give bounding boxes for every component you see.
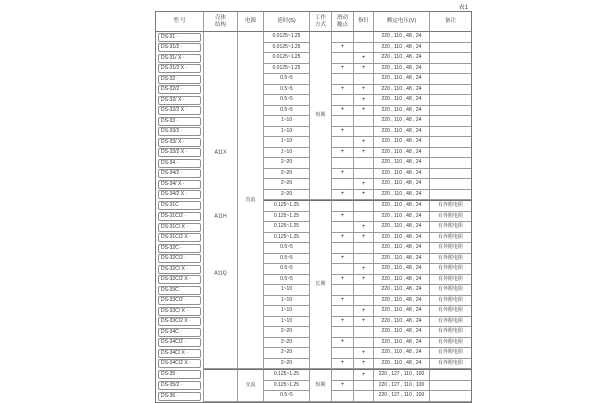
pointer-cell: + <box>354 233 374 244</box>
voltage-cell: 220 , 110 , 48 , 24 <box>374 243 430 254</box>
model-cell <box>156 359 204 370</box>
header-shell-structure: 壳体 结构 <box>204 12 238 32</box>
sliding-contact-cell <box>332 243 354 254</box>
model-label: DS-31C/2 X · <box>158 233 201 242</box>
delay-cell: 0.0125~1.25 <box>264 43 310 54</box>
model-label: DS-32C/2 · <box>158 254 201 263</box>
delay-cell: 2~20 <box>264 359 310 370</box>
delay-cell: 2~20 <box>264 348 310 359</box>
remark-cell <box>430 64 471 75</box>
sliding-contact-cell: + <box>332 359 354 370</box>
pointer-cell: + <box>354 106 374 117</box>
sliding-contact-cell: + <box>332 233 354 244</box>
sliding-contact-cell: + <box>332 275 354 286</box>
delay-cell: 0.5~5 <box>264 391 310 402</box>
sliding-contact-cell <box>332 32 354 43</box>
model-cell <box>156 222 204 233</box>
model-label: DS-34/ X · <box>158 180 201 189</box>
model-cell <box>156 179 204 190</box>
remark-cell <box>430 169 471 180</box>
delay-cell: 0.5~5 <box>264 106 310 117</box>
delay-cell: 0.125~1.25 <box>264 369 310 381</box>
shell-structure-label: A11H <box>214 213 227 220</box>
model-cell <box>156 95 204 106</box>
header-power: 电源 <box>238 12 264 32</box>
sliding-contact-cell: + <box>332 317 354 328</box>
sliding-contact-cell: + <box>332 169 354 180</box>
model-cell <box>156 275 204 286</box>
delay-cell: 1~10 <box>264 127 310 138</box>
voltage-cell: 220 , 110 , 48 , 24 <box>374 148 430 159</box>
sliding-contact-cell <box>332 116 354 127</box>
table-caption: 表1 <box>458 5 468 11</box>
model-cell <box>156 233 204 244</box>
model-cell <box>156 32 204 43</box>
table-row <box>156 32 471 43</box>
remark-cell <box>430 116 471 127</box>
sliding-contact-cell: + <box>332 254 354 265</box>
voltage-cell: 220 , 110 , 48 , 24 <box>374 254 430 265</box>
sliding-contact-cell: + <box>332 106 354 117</box>
model-label: DS-34/2 X · <box>158 190 201 199</box>
model-label: DS-33C/2 X · <box>158 317 201 326</box>
sliding-contact-cell <box>332 285 354 296</box>
delay-cell: 1~10 <box>264 296 310 307</box>
sliding-contact-cell: + <box>332 85 354 96</box>
model-cell <box>156 85 204 96</box>
voltage-cell: 220 , 110 , 48 , 24 <box>374 43 430 54</box>
model-cell <box>156 158 204 169</box>
voltage-cell: 220 , 110 , 48 , 24 <box>374 137 430 148</box>
model-label: DS-36 · <box>158 392 201 401</box>
delay-cell: 2~20 <box>264 190 310 201</box>
voltage-cell: 220 , 110 , 48 , 24 <box>374 222 430 233</box>
voltage-cell: 220 , 110 , 48 , 24 <box>374 306 430 317</box>
header-remark: 备注 <box>430 12 471 32</box>
pointer-cell: + <box>354 306 374 317</box>
model-cell <box>156 106 204 117</box>
pointer-cell <box>354 338 374 349</box>
model-label: DS-31/2 · <box>158 43 201 52</box>
model-label: DS-34/2 · <box>158 169 201 178</box>
voltage-cell: 220 , 110 , 48 , 24 <box>374 275 430 286</box>
remark-cell <box>430 137 471 148</box>
model-cell <box>156 212 204 223</box>
pointer-cell: + <box>354 359 374 370</box>
remark-cell: 有外附电阻 <box>430 327 471 338</box>
pointer-cell: + <box>354 137 374 148</box>
table-row <box>156 369 471 381</box>
model-label: DS-35/2 · <box>158 381 201 390</box>
model-cell <box>156 348 204 359</box>
header-pointer: 指针 <box>354 12 374 32</box>
model-cell <box>156 137 204 148</box>
remark-cell <box>430 74 471 85</box>
model-cell <box>156 296 204 307</box>
model-label: DS-35 · <box>158 370 201 379</box>
remark-cell: 有外附电阻 <box>430 285 471 296</box>
sliding-contact-cell: + <box>332 127 354 138</box>
delay-cell: 1~10 <box>264 317 310 328</box>
voltage-cell: 220 , 110 , 48 , 24 <box>374 106 430 117</box>
pointer-cell <box>354 169 374 180</box>
model-cell <box>156 327 204 338</box>
voltage-cell: 220 , 110 , 48 , 24 <box>374 179 430 190</box>
delay-cell: 2~20 <box>264 158 310 169</box>
pointer-cell <box>354 285 374 296</box>
voltage-cell: 220 , 127 , 110 , 100 <box>374 369 430 381</box>
pointer-cell: + <box>354 148 374 159</box>
sliding-contact-cell: + <box>332 148 354 159</box>
header-row <box>156 12 471 32</box>
remark-cell: 有外附电阻 <box>430 212 471 223</box>
remark-cell <box>430 85 471 96</box>
voltage-cell: 220 , 110 , 48 , 24 <box>374 64 430 75</box>
voltage-cell: 220 , 110 , 48 , 24 <box>374 317 430 328</box>
voltage-cell: 220 , 110 , 48 , 24 <box>374 85 430 96</box>
delay-cell: 0.125~1.25 <box>264 233 310 244</box>
pointer-cell: + <box>354 53 374 64</box>
sliding-contact-cell <box>332 348 354 359</box>
sliding-contact-cell <box>332 200 354 212</box>
voltage-cell: 220 , 110 , 48 , 24 <box>374 348 430 359</box>
model-cell <box>156 43 204 54</box>
remark-cell <box>430 53 471 64</box>
pointer-cell <box>354 32 374 43</box>
remark-cell: 有外附电阻 <box>430 317 471 328</box>
delay-cell: 0.5~5 <box>264 74 310 85</box>
delay-cell: 2~20 <box>264 179 310 190</box>
delay-cell: 0.5~5 <box>264 275 310 286</box>
pointer-cell <box>354 43 374 54</box>
sliding-contact-cell <box>332 53 354 64</box>
voltage-cell: 220 , 110 , 48 , 24 <box>374 338 430 349</box>
remark-cell <box>430 95 471 106</box>
remark-cell: 有外附电阻 <box>430 306 471 317</box>
sliding-contact-cell: + <box>332 212 354 223</box>
pointer-cell <box>354 200 374 212</box>
voltage-cell: 220 , 127 , 110 , 100 <box>374 381 430 392</box>
model-label: DS-32/2 X · <box>158 106 201 115</box>
model-cell <box>156 74 204 85</box>
delay-cell: 1~10 <box>264 148 310 159</box>
voltage-cell: 220 , 110 , 48 , 24 <box>374 233 430 244</box>
voltage-cell: 220 , 110 , 48 , 24 <box>374 158 430 169</box>
sliding-contact-cell <box>332 369 354 381</box>
shell-structure-empty-cell <box>204 369 238 402</box>
remark-cell: 有外附电阻 <box>430 254 471 265</box>
model-label: DS-31C · <box>158 201 201 210</box>
model-cell <box>156 190 204 201</box>
sliding-contact-cell: + <box>332 381 354 392</box>
delay-cell: 1~10 <box>264 306 310 317</box>
work-mode-cell: 短期 <box>310 32 332 200</box>
sliding-contact-cell <box>332 74 354 85</box>
pointer-cell: + <box>354 85 374 96</box>
pointer-cell <box>354 116 374 127</box>
pointer-cell <box>354 127 374 138</box>
header-model: 型 号 <box>156 12 204 32</box>
delay-cell: 0.5~5 <box>264 95 310 106</box>
voltage-cell: 220 , 110 , 48 , 24 <box>374 116 430 127</box>
voltage-cell: 220 , 110 , 48 , 24 <box>374 200 430 212</box>
pointer-cell <box>354 296 374 307</box>
pointer-cell <box>354 243 374 254</box>
pointer-cell: + <box>354 190 374 201</box>
model-label: DS-33C/2 · <box>158 296 201 305</box>
shell-structure-label: A11X <box>214 149 227 156</box>
model-label: DS-32/2 · <box>158 85 201 94</box>
sliding-contact-cell <box>332 306 354 317</box>
pointer-cell <box>354 74 374 85</box>
remark-cell <box>430 148 471 159</box>
shell-structure-group-cell <box>204 32 238 369</box>
model-label: DS-32C/ X · <box>158 265 201 274</box>
model-cell <box>156 148 204 159</box>
pointer-cell: + <box>354 64 374 75</box>
remark-cell <box>430 127 471 138</box>
header-delay: 延时(S) <box>264 12 310 32</box>
model-label: DS-31 · <box>158 33 201 42</box>
model-cell <box>156 381 204 392</box>
sliding-contact-cell: + <box>332 338 354 349</box>
delay-cell: 1~10 <box>264 116 310 127</box>
model-label: DS-32/ X · <box>158 96 201 105</box>
sliding-contact-cell <box>332 264 354 275</box>
model-cell <box>156 264 204 275</box>
voltage-cell: 220 , 110 , 48 , 24 <box>374 285 430 296</box>
model-cell <box>156 254 204 265</box>
spec-table <box>155 11 472 403</box>
delay-cell: 0.5~5 <box>264 85 310 96</box>
pointer-cell: + <box>354 179 374 190</box>
pointer-cell: + <box>354 317 374 328</box>
model-label: DS-33/2 X · <box>158 148 201 157</box>
pointer-cell <box>354 254 374 265</box>
delay-cell: 1~10 <box>264 137 310 148</box>
remark-cell <box>430 158 471 169</box>
sliding-contact-cell <box>332 158 354 169</box>
model-cell <box>156 243 204 254</box>
table-body <box>156 32 471 402</box>
remark-cell: 有外附电阻 <box>430 296 471 307</box>
remark-cell: 有外附电阻 <box>430 338 471 349</box>
model-label: DS-32C · <box>158 244 201 253</box>
voltage-cell: 220 , 110 , 48 , 24 <box>374 127 430 138</box>
remark-cell <box>430 369 471 381</box>
remark-cell: 有外附电阻 <box>430 359 471 370</box>
model-cell <box>156 53 204 64</box>
voltage-cell: 220 , 127 , 110 , 100 <box>374 391 430 402</box>
model-label: DS-32 · <box>158 75 201 84</box>
remark-cell <box>430 381 471 392</box>
remark-cell: 有外附电阻 <box>430 222 471 233</box>
sliding-contact-cell <box>332 327 354 338</box>
remark-cell: 有外附电阻 <box>430 233 471 244</box>
model-cell <box>156 306 204 317</box>
model-cell <box>156 200 204 212</box>
model-label: DS-33 · <box>158 117 201 126</box>
model-label: DS-31/2 X · <box>158 64 201 73</box>
delay-cell: 1~10 <box>264 285 310 296</box>
voltage-cell: 220 , 110 , 48 , 24 <box>374 190 430 201</box>
delay-cell: 0.5~5 <box>264 254 310 265</box>
model-label: DS-33/ X · <box>158 138 201 147</box>
delay-cell: 0.125~1.25 <box>264 381 310 392</box>
voltage-cell: 220 , 110 , 48 , 24 <box>374 32 430 43</box>
sliding-contact-cell <box>332 222 354 233</box>
model-label: DS-31C/ X · <box>158 223 201 232</box>
model-label: DS-34 · <box>158 159 201 168</box>
model-label: DS-33C/ X · <box>158 307 201 316</box>
pointer-cell <box>354 212 374 223</box>
remark-cell: 有外附电阻 <box>430 348 471 359</box>
model-cell <box>156 169 204 180</box>
voltage-cell: 220 , 110 , 48 , 24 <box>374 264 430 275</box>
sliding-contact-cell: + <box>332 64 354 75</box>
remark-cell: 有外附电阻 <box>430 243 471 254</box>
sliding-contact-cell: + <box>332 190 354 201</box>
power-dc-cell: 直流 <box>238 32 264 369</box>
header-sliding-contact: 滑动 触点 <box>332 12 354 32</box>
sliding-contact-cell: + <box>332 296 354 307</box>
pointer-cell: + <box>354 348 374 359</box>
model-label: DS-31/ X · <box>158 54 201 63</box>
remark-cell <box>430 32 471 43</box>
pointer-cell: + <box>354 95 374 106</box>
voltage-cell: 220 , 110 , 48 , 24 <box>374 169 430 180</box>
delay-cell: 0.5~5 <box>264 243 310 254</box>
sliding-contact-cell <box>332 95 354 106</box>
delay-cell: 2~20 <box>264 169 310 180</box>
voltage-cell: 220 , 110 , 48 , 24 <box>374 53 430 64</box>
sliding-contact-cell <box>332 179 354 190</box>
model-cell <box>156 317 204 328</box>
delay-cell: 2~20 <box>264 327 310 338</box>
pointer-cell: + <box>354 275 374 286</box>
pointer-cell: + <box>354 264 374 275</box>
model-label: DS-34C/2 X · <box>158 359 201 368</box>
sliding-contact-cell <box>332 137 354 148</box>
pointer-cell: + <box>354 222 374 233</box>
model-label: DS-32C/2 X · <box>158 275 201 284</box>
remark-cell <box>430 43 471 54</box>
model-cell <box>156 338 204 349</box>
pointer-cell <box>354 327 374 338</box>
delay-cell: 0.0125~1.25 <box>264 64 310 75</box>
remark-cell: 有外附电阻 <box>430 264 471 275</box>
power-ac-cell: 交流 <box>238 369 264 402</box>
pointer-cell <box>354 381 374 392</box>
model-cell <box>156 127 204 138</box>
model-label: DS-34C/ X · <box>158 349 201 358</box>
voltage-cell: 220 , 110 , 48 , 24 <box>374 95 430 106</box>
voltage-cell: 220 , 110 , 48 , 24 <box>374 327 430 338</box>
table-header <box>156 12 471 32</box>
remark-cell: 有外附电阻 <box>430 200 471 212</box>
remark-cell: 有外附电阻 <box>430 275 471 286</box>
remark-cell <box>430 190 471 201</box>
voltage-cell: 220 , 110 , 48 , 24 <box>374 359 430 370</box>
sliding-contact-cell: + <box>332 43 354 54</box>
delay-cell: 0.125~1.25 <box>264 222 310 233</box>
shell-structure-label: A11Q <box>214 270 227 277</box>
model-label: DS-34C · <box>158 328 201 337</box>
model-cell <box>156 285 204 296</box>
model-label: DS-33C · <box>158 286 201 295</box>
voltage-cell: 220 , 110 , 48 , 24 <box>374 212 430 223</box>
delay-cell: 0.0125~1.25 <box>264 32 310 43</box>
work-mode-cell: 短期 <box>310 369 332 402</box>
model-label: DS-31C/2 · <box>158 212 201 221</box>
delay-cell: 0.125~1.25 <box>264 200 310 212</box>
remark-cell <box>430 106 471 117</box>
delay-cell: 2~20 <box>264 338 310 349</box>
model-cell <box>156 116 204 127</box>
header-work-mode: 工作 方式 <box>310 12 332 32</box>
delay-cell: 0.5~5 <box>264 264 310 275</box>
work-mode-cell: 长期 <box>310 200 332 369</box>
model-label: DS-34C/2 · <box>158 338 201 347</box>
voltage-cell: 220 , 110 , 48 , 24 <box>374 296 430 307</box>
voltage-cell: 220 , 110 , 48 , 24 <box>374 74 430 85</box>
header-rated-voltage: 额定电压(V) <box>374 12 430 32</box>
remark-cell <box>430 179 471 190</box>
delay-cell: 0.0125~1.25 <box>264 53 310 64</box>
delay-cell: 0.125~1.25 <box>264 212 310 223</box>
model-cell <box>156 64 204 75</box>
pointer-cell: + <box>354 369 374 381</box>
model-label: DS-33/2 · <box>158 127 201 136</box>
model-cell <box>156 369 204 381</box>
pointer-cell <box>354 158 374 169</box>
